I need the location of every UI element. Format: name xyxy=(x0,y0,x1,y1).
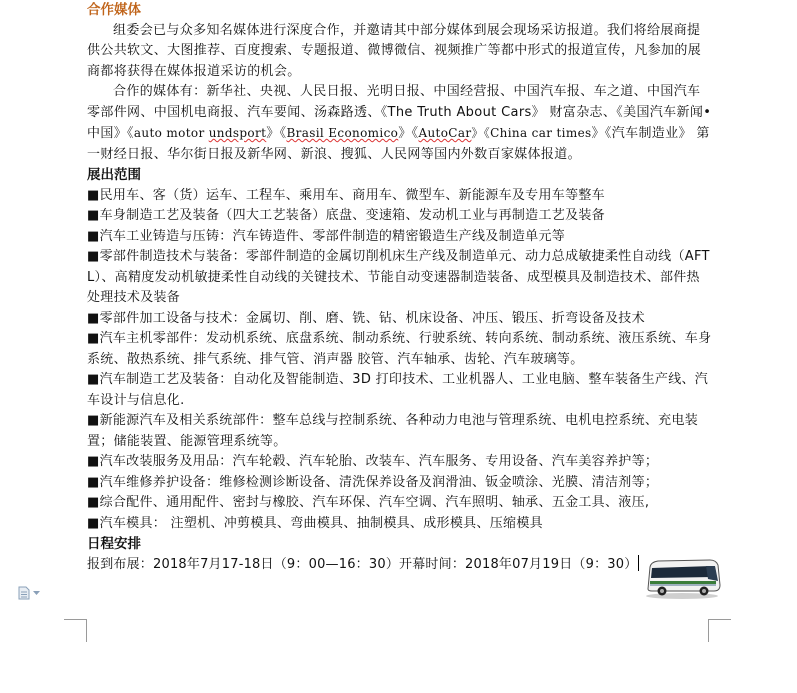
schedule-text: 报到布展：2018年7月17-18日（9：00—16：30）开幕时间：2018年07月19日（9：30） xyxy=(87,556,638,572)
media-paragraph-intro: 组委会已与众多知名媒体进行深度合作，并邀请其中部分媒体到展会现场采访报道。我们将给展商提供公共软文、大图推荐、百度搜索、专题报道、微博微信、视频推广等都中形式的报道宣传，凡参加的展商都将获得在媒体报道采访的机会。 xyxy=(87,22,702,79)
bus-image[interactable] xyxy=(642,555,722,601)
media-name-auto-motor: auto motor xyxy=(133,126,209,140)
scope-item: ■汽车制造工艺及装备：自动化及智能制造、3D 打印技术、工业机器人、工业电脑、整车装备生产线、汽车设计与信息化. xyxy=(87,372,709,408)
schedule-line[interactable] xyxy=(87,555,712,576)
scope-item: ■新能源汽车及相关系统部件：整车总线与控制系统、各种动力电池与管理系统、电机电控系统、充电装置；储能装置、能源管理系统等。 xyxy=(87,413,699,449)
media-list-text-a: 合作的媒体有：新华社、央视、人民日报、光明日报、中国经营报、中国汽车报、车之道、中国汽车零部件网、中国机电商报、汽车要闻、汤森路透、《The Truth About Cars》 财富杂志、《美国汽车新闻•中国》《 xyxy=(87,84,712,141)
scope-item: ■汽车模具： 注塑机、冲剪模具、弯曲模具、抽制模具、成形模具、压缩模具 xyxy=(87,515,543,531)
media-name-undsport: undsport xyxy=(208,126,267,140)
media-paragraph-list xyxy=(87,82,712,165)
section-title-scope: 展出范围 xyxy=(87,167,141,183)
scope-item: ■零部件制造技术与装备：零部件制造的金属切削机床生产线及制造单元、动力总成敏捷柔性自动线（AFTL）、高精度发动机敏捷柔性自动线的关键技术、节能自动变速器制造装备、成型模具及制造技术、部件热处理技术及装备 xyxy=(87,249,710,305)
document-body xyxy=(87,0,712,575)
media-name-autocar: AutoCar xyxy=(418,126,472,140)
media-name-brasil-economico: Brasil Economico xyxy=(286,126,399,140)
margin-corner-mark-right xyxy=(708,619,731,642)
media-list-sep-1: 》《 xyxy=(266,126,287,141)
margin-corner-mark-left xyxy=(64,619,87,642)
page-icon xyxy=(18,586,30,600)
media-list-text-c: 》《汽车制造业》 第一财经日报、华尔街日报及新华网、新浪、搜狐、人民网等国内外数百家媒体报道。 xyxy=(87,126,710,162)
scope-list xyxy=(87,186,712,535)
scope-item: ■车身制造工艺及装备（四大工艺装备）底盘、变速箱、发动机工业与再制造工艺及装备 xyxy=(87,208,605,223)
scope-item: ■汽车改装服务及用品：汽车轮毂、汽车轮胎、改装车、汽车服务、专用设备、汽车美容养护等； xyxy=(87,454,659,469)
text-cursor xyxy=(638,555,639,571)
media-name-china-car-times: 》《China car times xyxy=(471,126,592,140)
scope-item: ■汽车工业铸造与压铸：汽车铸造件、零部件制造的精密锻造生产线及制造单元等 xyxy=(87,228,566,244)
scope-item: ■综合配件、通用配件、密封与橡胶、汽车环保、汽车空调、汽车照明、轴承、五金工具、液压, xyxy=(87,495,650,510)
media-list-sep-2: 》《 xyxy=(398,126,419,141)
section-title-media: 合作媒体 xyxy=(87,2,141,18)
chevron-down-icon xyxy=(33,591,40,596)
scope-item: ■民用车、客（货）运车、工程车、乘用车、商用车、微型车、新能源车及专用车等整车 xyxy=(87,187,605,203)
document-paste-icon[interactable] xyxy=(18,585,48,601)
scope-item: ■汽车主机零部件：发动机系统、底盘系统、制动系统、行驶系统、转向系统、制动系统、液压系统、车身系统、散热系统、排气系统、排气管、消声器 胶管、汽车轴承、齿轮、汽车玻璃等。 xyxy=(87,331,712,367)
scope-item: ■汽车维修养护设备：维修检测诊断设备、清洗保养设备及润滑油、钣金喷涂、光膜、清洁剂等； xyxy=(87,474,659,490)
section-title-schedule: 日程安排 xyxy=(87,536,141,552)
scope-item: ■零部件加工设备与技术：金属切、削、磨、铣、钻、机床设备、冲压、锻压、折弯设备及技术 xyxy=(87,310,645,326)
